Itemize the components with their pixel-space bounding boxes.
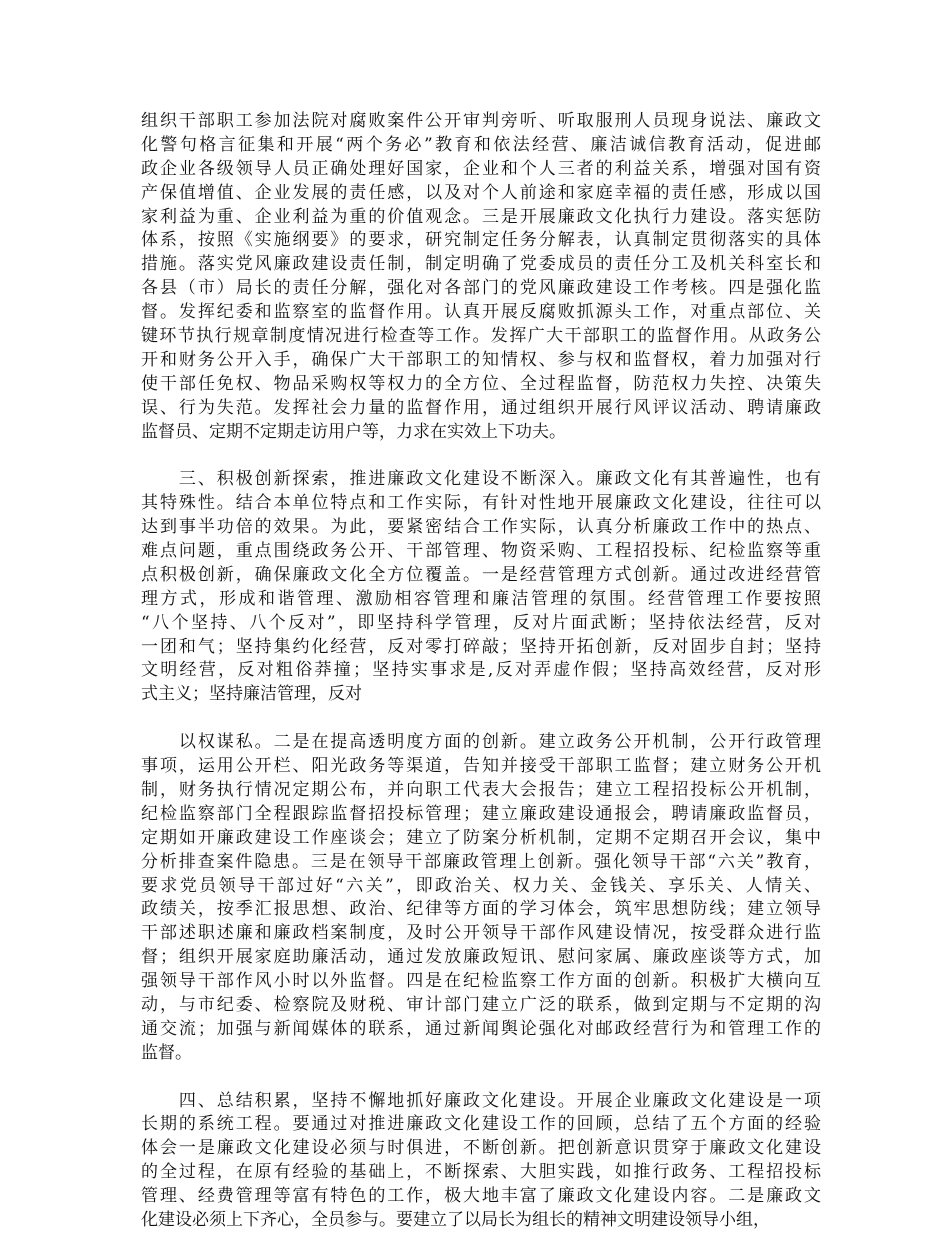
text-line: 管理、经费管理等富有特色的工作，极大地丰富了廉政文化建设内容。二是廉政文 bbox=[141, 1186, 821, 1207]
text-line: 其特殊性。结合本单位特点和工作实际，有针对性地开展廉政文化建设，往往可以 bbox=[141, 493, 821, 514]
paragraph bbox=[141, 731, 821, 1065]
text-line: 组织干部职工参加法院对腐败案件公开审判旁听、听取服刑人员现身说法、廉政文 bbox=[141, 111, 821, 131]
text-line: 化建设必须上下齐心，全员参与。要建立了以局长为组长的精神文明建设领导小组， bbox=[141, 1209, 770, 1230]
text-line: 三、积极创新探索，推进廉政文化建设不断深入。廉政文化有其普遍性，也有 bbox=[141, 469, 821, 490]
text-line: 以权谋私。二是在提高透明度方面的创新。建立政务公开机制，公开行政管理 bbox=[141, 732, 821, 753]
paragraph-gap bbox=[141, 1066, 821, 1090]
text-line: 点积极创新，确保廉政文化全方位覆盖。一是经营管理方式创新。通过改进经营管 bbox=[141, 564, 821, 585]
paragraph-gap bbox=[141, 444, 821, 468]
text-line: 措施。落实党风廉政建设责任制，制定明确了党委成员的责任分工及机关科室长和 bbox=[141, 254, 821, 275]
text-line: 开和财务公开入手，确保广大干部职工的知情权、参与权和监督权，着力加强对行 bbox=[141, 349, 821, 370]
text-line: 督；组织开展家庭助廉活动，通过发放廉政短讯、慰问家属、廉政座谈等方式，加 bbox=[141, 947, 821, 968]
text-line: 理方式，形成和谐管理、激励相容管理和廉洁管理的氛围。经营管理工作要按照 bbox=[141, 588, 821, 609]
text-line: 的全过程，在原有经验的基础上，不断探索、大胆实践，如推行政务、工程招投标 bbox=[141, 1162, 821, 1183]
text-line: 督。发挥纪委和监察室的监督作用。认真开展反腐败抓源头工作，对重点部位、关 bbox=[141, 302, 821, 323]
text-line: 使干部任免权、物品采购权等权力的全方位、全过程监督，防范权力失控、决策失 bbox=[141, 373, 821, 394]
text-line: 要求党员领导干部过好“六关”，即政治关、权力关、金钱关、享乐关、人情关、 bbox=[141, 875, 821, 896]
text-line: 体会一是廉政文化建设必须与时俱进，不断创新。把创新意识贯穿于廉政文化建设 bbox=[141, 1138, 821, 1159]
text-line: 通交流；加强与新闻媒体的联系，通过新闻舆论强化对邮政经营行为和管理工作的 bbox=[141, 1018, 821, 1039]
text-line: 体系，按照《实施纲要》的要求，研究制定任务分解表，认真制定贯彻落实的具体 bbox=[141, 230, 821, 251]
text-line: 事项，运用公开栏、阳光政务等渠道，告知并接受干部职工监督；建立财务公开机 bbox=[141, 756, 821, 777]
text-line: 长期的系统工程。要通过对推进廉政文化建设工作的回顾，总结了五个方面的经验 bbox=[141, 1114, 821, 1135]
text-line: “八个坚持、八个反对”，即坚持科学管理，反对片面武断；坚持依法经营，反对 bbox=[141, 612, 821, 633]
paragraph bbox=[141, 468, 821, 707]
text-line: 纪检监察部门全程跟踪监督招投标管理；建立廉政建设通报会，聘请廉政监督员， bbox=[141, 803, 821, 824]
text-line: 动，与市纪委、检察院及财税、审计部门建立广泛的联系，做到定期与不定期的沟 bbox=[141, 994, 821, 1015]
text-line: 式主义；坚持廉洁管理，反对 bbox=[141, 684, 362, 705]
text-line: 家利益为重、企业利益为重的价值观念。三是开展廉政文化执行力建设。落实惩防 bbox=[141, 206, 821, 227]
text-line: 四、总结积累，坚持不懈地抓好廉政文化建设。开展企业廉政文化建设是一项 bbox=[141, 1090, 821, 1111]
text-line: 强领导干部作风小时以外监督。四是在纪检监察工作方面的创新。积极扩大横向互 bbox=[141, 971, 821, 992]
text-line: 难点问题，重点围绕政务公开、干部管理、物资采购、工程招投标、纪检监察等重 bbox=[141, 541, 821, 562]
text-line: 产保值增值、企业发展的责任感，以及对个人前途和家庭幸福的责任感，形成以国 bbox=[141, 182, 821, 203]
paragraph-gap bbox=[141, 707, 821, 731]
text-line: 化警句格言征集和开展“两个务必”教育和依法经营、廉洁诚信教育活动，促进邮 bbox=[141, 134, 821, 155]
paragraph bbox=[141, 1090, 821, 1233]
text-line: 误、行为失范。发挥社会力量的监督作用，通过组织开展行风评议活动、聘请廉政 bbox=[141, 397, 821, 418]
document-page bbox=[141, 110, 821, 1233]
text-line: 键环节执行规章制度情况进行检查等工作。发挥广大干部职工的监督作用。从政务公 bbox=[141, 326, 821, 347]
text-line: 定期如开廉政建设工作座谈会；建立了防案分析机制，定期不定期召开会议，集中 bbox=[141, 827, 821, 848]
text-line: 干部述职述廉和廉政档案制度，及时公开领导干部作风建设情况，按受群众进行监 bbox=[141, 923, 821, 944]
text-line: 监督。 bbox=[141, 1042, 192, 1063]
text-line: 各县（市）局长的责任分解，强化对各部门的党风廉政建设工作考核。四是强化监 bbox=[141, 278, 821, 299]
paragraph bbox=[141, 110, 821, 444]
text-line: 文明经营，反对粗俗莽撞；坚持实事求是,反对弄虚作假；坚持高效经营，反对形 bbox=[141, 660, 821, 681]
text-line: 达到事半功倍的效果。为此，要紧密结合工作实际，认真分析廉政工作中的热点、 bbox=[141, 517, 821, 538]
text-line: 制，财务执行情况定期公布，并向职工代表大会报告；建立工程招投标公开机制， bbox=[141, 779, 821, 800]
text-line: 政绩关，按季汇报思想、政治、纪律等方面的学习体会，筑牢思想防线；建立领导 bbox=[141, 899, 821, 920]
text-line: 政企业各级领导人员正确处理好国家，企业和个人三者的利益关系，增强对国有资 bbox=[141, 158, 821, 179]
text-line: 一团和气；坚持集约化经营，反对零打碎敲；坚持开拓创新，反对固步自封；坚持 bbox=[141, 636, 821, 657]
text-line: 分析排查案件隐患。三是在领导干部廉政管理上创新。强化领导干部“六关”教育， bbox=[141, 851, 821, 872]
text-line: 监督员、定期不定期走访用户等，力求在实效上下功夫。 bbox=[141, 421, 566, 442]
